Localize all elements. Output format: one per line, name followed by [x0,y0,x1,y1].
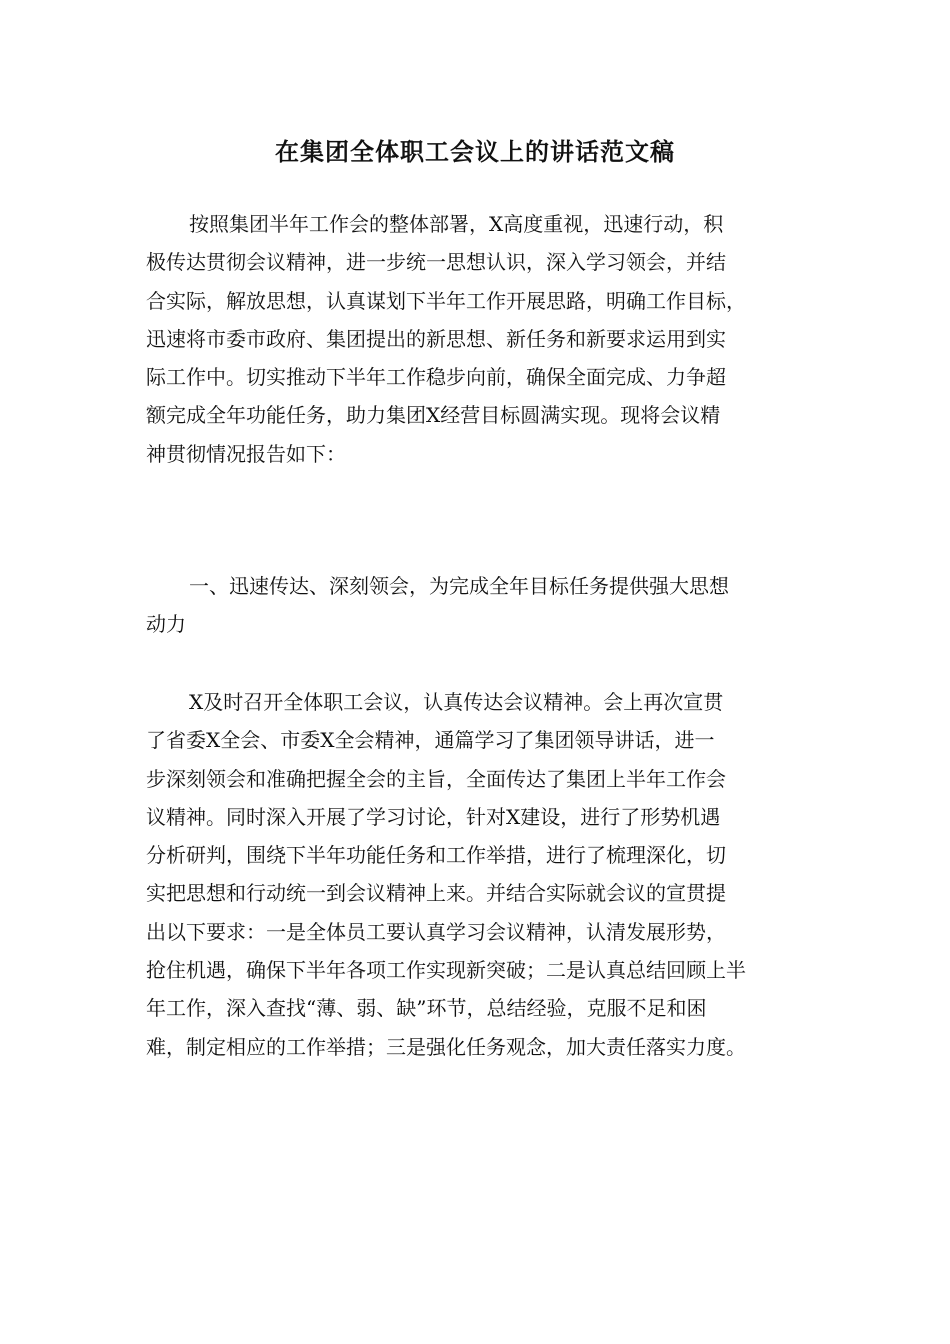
paragraph-line: 抢住机遇，确保下半年各项工作实现新突破；二是认真总结回顾上半 [146,958,746,983]
paragraph-body [146,683,818,1066]
paragraph-line: 难，制定相应的工作举措；三是强化任务观念，加大责任落实力度。 [146,1034,746,1059]
paragraph-line: 极传达贯彻会议精神，进一步统一思想认识，深入学习领会，并结 [146,250,726,275]
paragraph-line: 额完成全年功能任务，助力集团X经营目标圆满实现。现将会议精 [146,403,721,428]
paragraph-line: 了省委X全会、市委X全会精神，通篇学习了集团领导讲话，进一 [146,728,715,753]
paragraph-line: 合实际，解放思想，认真谋划下半年工作开展思路，明确工作目标， [146,288,746,313]
heading-line: 动力 [146,612,186,637]
paragraph-line: 神贯彻情况报告如下： [146,441,346,466]
paragraph-line: 实把思想和行动统一到会议精神上来。并结合实际就会议的宣贯提 [146,881,726,906]
heading-line: 一、迅速传达、深刻领会，为完成全年目标任务提供强大思想 [189,574,729,598]
paragraph-line: 年工作，深入查找“薄、弱、缺”环节，总结经验，克服不足和困 [146,996,707,1021]
paragraph-line: 迅速将市委市政府、集团提出的新思想、新任务和新要求运用到实 [146,326,726,351]
paragraph-line: 步深刻领会和准确把握全会的主旨，全面传达了集团上半年工作会 [146,766,726,791]
paragraph-intro [146,205,818,473]
document-title: 在集团全体职工会议上的讲话范文稿 [275,137,675,166]
section-heading-1 [146,567,818,644]
paragraph-line: 分析研判，围绕下半年功能任务和工作举措，进行了梳理深化，切 [146,843,726,868]
paragraph-line: 议精神。同时深入开展了学习讨论，针对X建设，进行了形势机遇 [146,804,721,829]
paragraph-line: 际工作中。切实推动下半年工作稳步向前，确保全面完成、力争超 [146,365,726,390]
paragraph-line: X及时召开全体职工会议，认真传达会议精神。会上再次宣贯 [189,690,724,714]
paragraph-line: 出以下要求：一是全体员工要认真学习会议精神，认清发展形势， [146,919,726,944]
paragraph-line: 按照集团半年工作会的整体部署，X高度重视，迅速行动，积 [189,212,724,236]
